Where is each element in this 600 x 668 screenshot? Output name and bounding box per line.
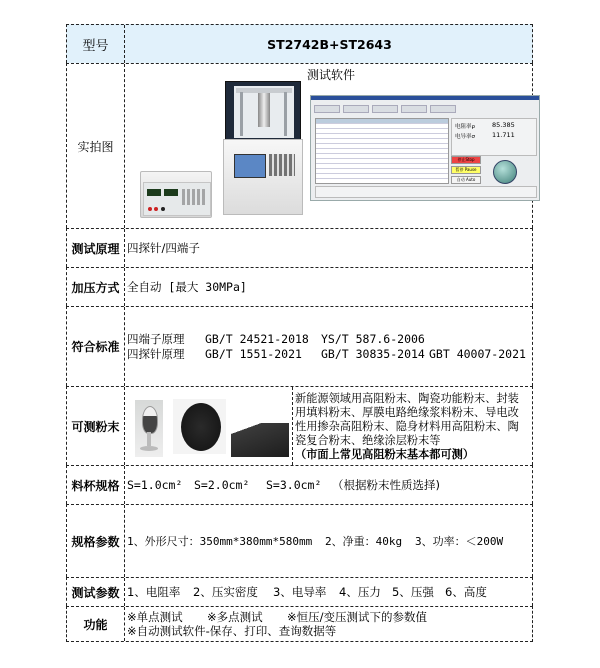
readout-panel: 电阻率ρ 85.385 电导率σ 11.711 — [451, 118, 537, 156]
powders-row — [66, 386, 533, 465]
standard-line: 四端子原理 GB/T 24521-2018 YS/T 587.6-2006 — [127, 331, 425, 346]
product-photo — [125, 64, 532, 228]
photo-label: 实拍图 — [67, 64, 125, 228]
test-params-label: 测试参数 — [67, 578, 125, 606]
dial-knob-icon — [493, 160, 517, 184]
spec-params-value: 1、外形尺寸：350mm*380mm*580mm 2、净重：40kg 3、功率：＜200W — [127, 535, 504, 548]
principle-label: 测试原理 — [67, 229, 125, 267]
standard-line: 四探针原理 GB/T 1551-2021 GB/T 30835-2014 GBT 40007-2021 — [127, 346, 526, 361]
powders-note: （市面上常见高阻粉末基本都可测） — [295, 448, 475, 461]
pressurization-label: 加压方式 — [67, 268, 125, 306]
standards-row — [66, 306, 533, 386]
data-grid — [315, 118, 449, 184]
cup-spec-value: S=1.0cm² S=2.0cm² S=3.0cm² （根据粉末性质选择) — [127, 478, 440, 492]
black-powder-heap-photo — [231, 423, 289, 457]
black-powder-pile-photo — [173, 399, 226, 454]
power-supply-image — [140, 171, 212, 218]
model-label: 型号 — [67, 25, 125, 63]
pressurization-row — [66, 267, 533, 306]
photo-row — [66, 63, 533, 228]
model-value: ST2742B+ST2643 — [267, 36, 392, 52]
powders-description: 新能源领域用高阻粉末、陶瓷功能粉末、封装用填料粉末、厚膜电路绝缘浆料粉末、导电改性用掺杂高阻粉末、隐身材料用高阻粉末、陶瓷复合粉末、绝缘涂层粉末等 （市面上常见高阻粉末基本都可测） — [292, 387, 532, 465]
principle-value: 四探针/四端子 — [127, 241, 200, 255]
powder-press-image — [223, 81, 301, 213]
stop-button: 停止Stop — [451, 156, 481, 164]
software-caption: 测试软件 — [307, 68, 356, 82]
spec-table — [66, 24, 533, 642]
functions-row — [66, 606, 533, 642]
auto-button: 自动 Auto — [451, 176, 481, 184]
principle-row — [66, 228, 533, 267]
model-row — [66, 24, 533, 63]
spec-params-row — [66, 504, 533, 577]
powders-label: 可测粉末 — [67, 387, 125, 465]
functions-value: ※单点测试 ※多点测试 ※恒压/变压测试下的参数值 ※自动测试软件-保存、打印、查询数据等 — [127, 610, 428, 638]
spec-params-label: 规格参数 — [67, 505, 125, 577]
standards-value — [125, 307, 532, 386]
powder-flask-photo — [135, 400, 163, 457]
functions-label: 功能 — [67, 607, 125, 641]
test-params-value: 1、电阻率 2、压实密度 3、电导率 4、压力 5、压强 6、高度 — [127, 585, 487, 599]
software-screenshot — [310, 95, 540, 201]
powder-photos — [125, 387, 292, 465]
pressurization-value: 全自动 [最大 30MPa] — [127, 280, 247, 294]
pause-button: 暂停 Pause — [451, 166, 481, 174]
cup-spec-label: 料杯规格 — [67, 466, 125, 504]
cup-spec-row — [66, 465, 533, 504]
test-params-row — [66, 577, 533, 606]
standards-label: 符合标准 — [67, 307, 125, 386]
